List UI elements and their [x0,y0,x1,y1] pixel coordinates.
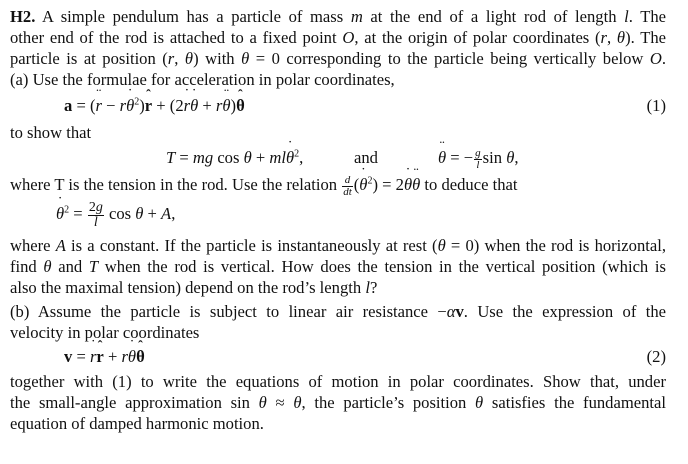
part-a-intro: (a) Use the formulae for acceleration in polar coordinates, [10,70,395,89]
part-b-line-1: (b) Assume the particle is subject to linear air resistance −αv. Use the expression of the [10,302,666,321]
part-a-tail-1: where A is a constant. If the particle is instantaneously at rest (θ ˙ = 0) when the rod is horizontal, [10,235,666,256]
problem-text [10,3,666,434]
result-equations: T = mg cos θ + mlθ ˙$^2$, and θ ¨ = − $\frac{g}{l}$ sin θ, [10,143,666,173]
relation-line: where T is the tension in the rod. Use the relation $\frac{d}{dt}$ (θ ˙$^2$) = 2θ ˙θ ¨ to deduce that [10,173,666,197]
equation-number-1: (1) [646,96,666,115]
acceleration-equation: a = (r ¨ − rθ ˙$^2$)r ˆ + (2r ˙θ ˙ + rθ ¨)θ ˆ (1) [10,92,666,120]
equation-number-2: (2) [646,347,666,366]
intro-line-2: other end of the rod is attached to a fixed point O, at the origin of polar coordinates (r, θ). The [10,28,666,47]
closing-line-1: together with (1) to write the equations of motion in polar coordinates. Show that, under [10,372,666,391]
part-b-line-2: velocity in polar coordinates [10,323,200,342]
closing-line-3: equation of damped harmonic motion. [10,414,264,433]
to-show: to show that [10,123,92,142]
intro-line-3: particle is at position (r, θ) with θ = 0 corresponding to the particle being vertically below O. [10,49,666,68]
intro-line-1: H2. A simple pendulum has a particle of mass m at the end of a light rod of length l. The [10,7,666,26]
part-a-tail-3: also the maximal tension) depend on the rod’s length l? [10,278,378,297]
energy-equation: θ ˙$^2$ = $\frac{2g}{l}$ cos θ + A, [10,197,666,231]
problem-label: H2. [10,7,36,26]
velocity-equation: v = r ˙r ˆ + rθ ˙θ ˆ (2) [10,343,666,371]
and-word: and [354,148,378,167]
part-a-tail-2: find θ ˙ and T when the rod is vertical. How does the tension in the vertical position (which is [10,256,666,277]
closing-line-2: the small-angle approximation sin θ ≈ θ, the particle’s position θ satisfies the fundamental [10,393,666,412]
